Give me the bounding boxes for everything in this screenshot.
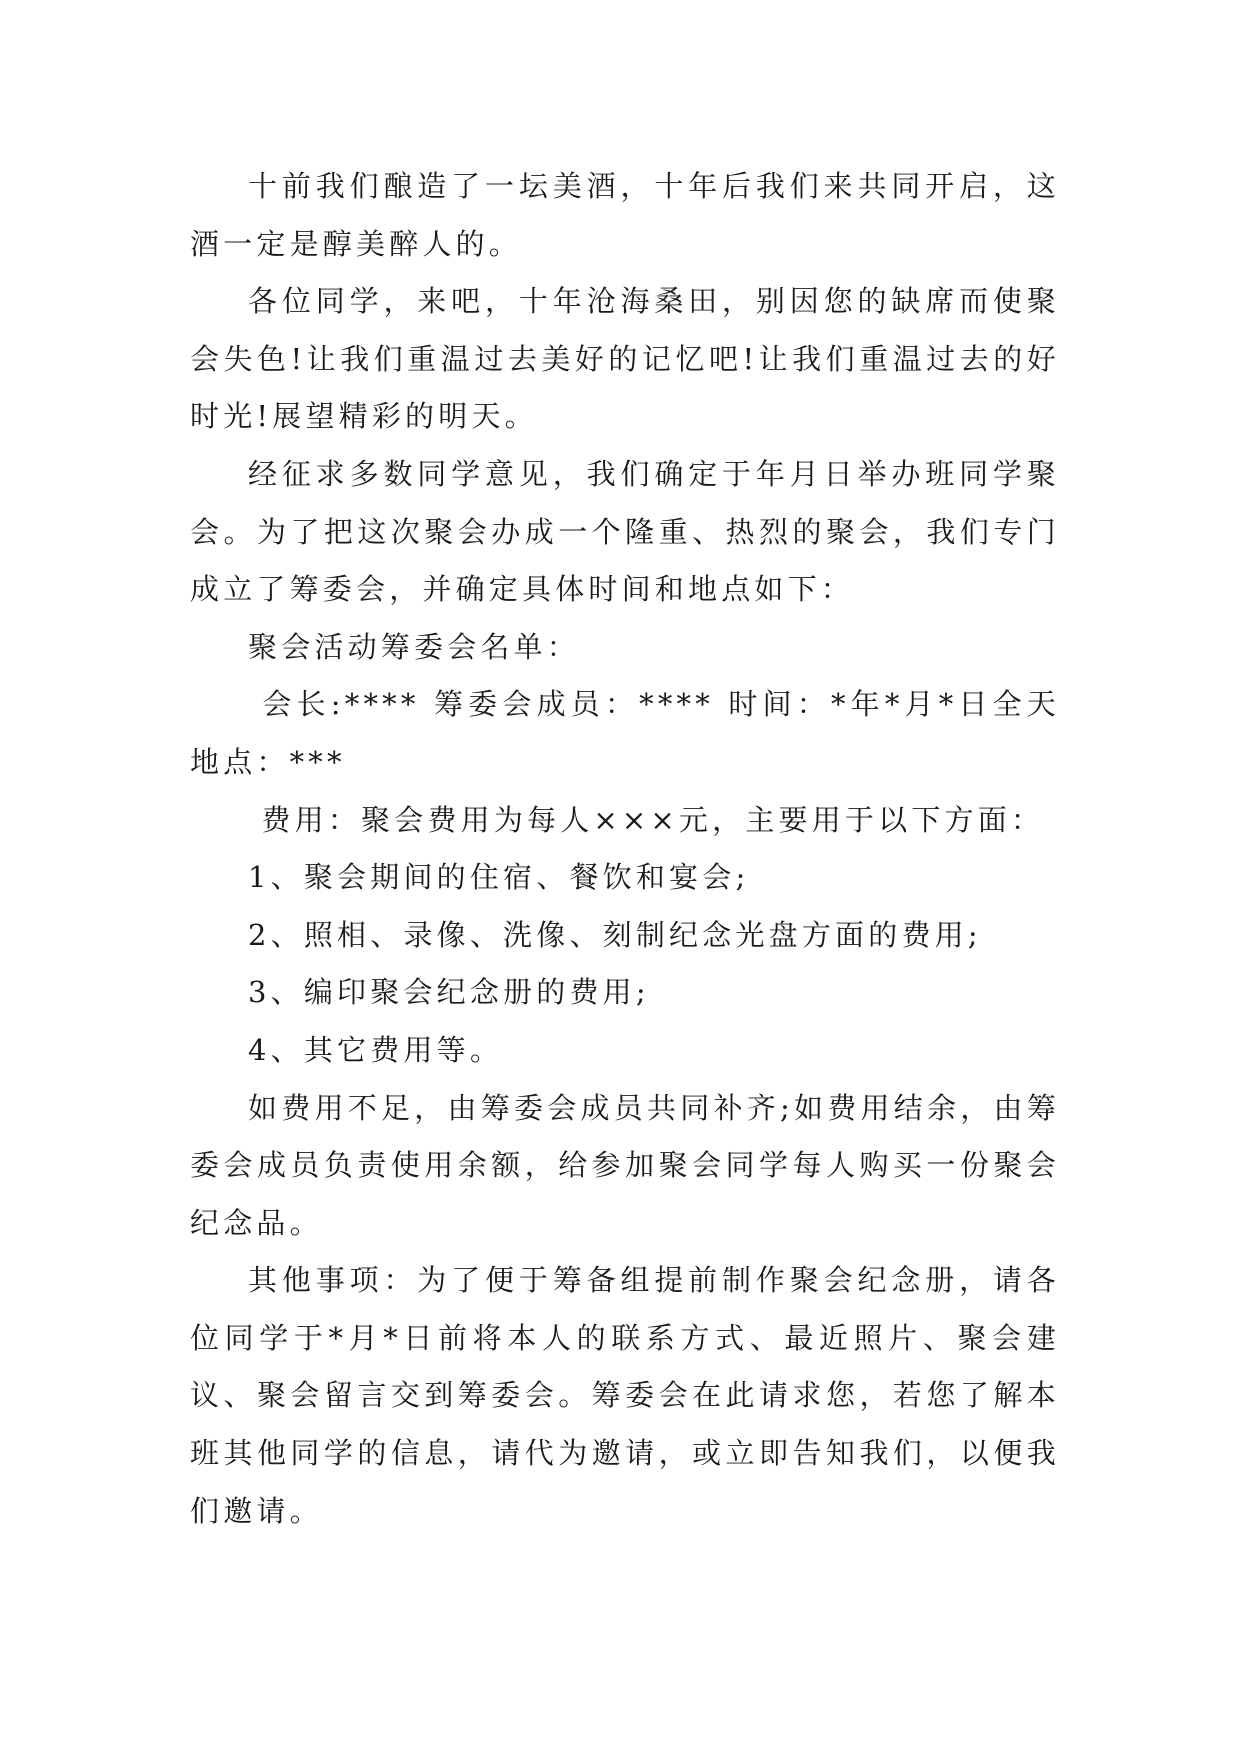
paragraph-wine-metaphor: 十前我们酿造了一坛美酒，十年后我们来共同开启，这酒一定是醇美醉人的。 xyxy=(190,169,1060,261)
list-item-fee-1: 1、聚会期间的住宿、餐饮和宴会; xyxy=(248,860,750,895)
paragraph-fee-balance: 如费用不足，由筹委会成员共同补齐;如费用结余，由筹委会成员负责使用余额，给参加聚会同学每人购买一份聚会纪念品。 xyxy=(190,1090,1060,1240)
paragraph-committee-time-place: 会长:**** 筹委会成员：**** 时间：*年*月*日全天地点：*** xyxy=(190,687,1060,779)
paragraph-committee-list-heading: 聚会活动筹委会名单： xyxy=(248,629,581,664)
paragraph-invitation: 各位同学，来吧，十年沧海桑田，别因您的缺席而使聚会失色!让我们重温过去美好的记忆吧!让我们重温过去的好时光!展望精彩的明天。 xyxy=(190,284,1060,434)
paragraph-reunion-decision: 经征求多数同学意见，我们确定于年月日举办班同学聚会。为了把这次聚会办成一个隆重、热烈的聚会，我们专门成立了筹委会，并确定具体时间和地点如下： xyxy=(190,456,1060,607)
list-item-fee-2: 2、照相、录像、洗像、刻制纪念光盘方面的费用; xyxy=(248,917,982,952)
document-body xyxy=(190,158,1060,1540)
list-item-fee-3: 3、编印聚会纪念册的费用; xyxy=(248,975,650,1010)
paragraph-fee-intro: 费用：聚会费用为每人×××元，主要用于以下方面： xyxy=(248,802,1045,837)
paragraph-other-matters: 其他事项：为了便于筹备组提前制作聚会纪念册，请各位同学于*月*日前将本人的联系方式、最近照片、聚会建议、聚会留言交到筹委会。筹委会在此请求您，若您了解本班其他同学的信息，请代为邀请，或立即告知我们，以便我们邀请。 xyxy=(190,1263,1060,1528)
list-item-fee-4: 4、其它费用等。 xyxy=(248,1032,504,1067)
